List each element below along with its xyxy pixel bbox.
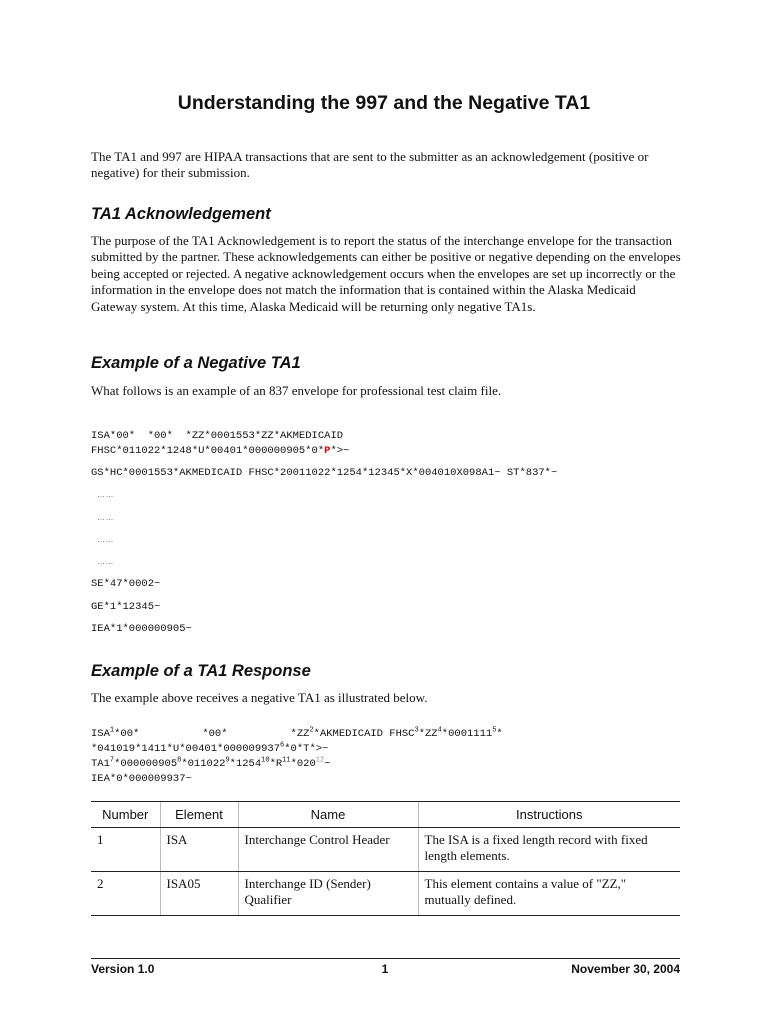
gs-st-segment: GS*HC*0001553*AKMEDICAID FHSC*20011022*1254*12345*X*004010X098A1~ ST*837*~ xyxy=(91,467,558,479)
footer-version: Version 1.0 xyxy=(91,962,155,976)
header-name: Name xyxy=(238,802,418,828)
ta1-response-code: ISA$^1$*00* *00* $*ZZ^2*AKMEDICAID$ $FHSC^3*ZZ^4*0001111^5*$ $*041019*1411*U*00401*000009937^6*0*T*>\sim$ $TA1^7*000000905^8*011022^9*1254^{10}*R^{11}*020^{12}\sim$ IEA*0*000009937~ xyxy=(91,726,503,785)
cell-instructions: The ISA is a fixed length record with fixed length elements. xyxy=(418,828,680,872)
page-title: Understanding the 997 and the Negative TA1 xyxy=(177,92,591,114)
intro-paragraph: The TA1 and 997 are HIPAA transactions that are sent to the submitter as an acknowledgement (positive or negative) for their submission. xyxy=(91,149,649,181)
cell-instructions: This element contains a value of "ZZ," mutually defined. xyxy=(418,871,680,915)
table-row xyxy=(91,828,680,872)
se-segment: SE*47*0002~ xyxy=(91,578,161,590)
header-number: Number xyxy=(91,802,160,828)
header-element: Element xyxy=(160,802,238,828)
footer-date: November 30, 2004 xyxy=(571,962,680,976)
iea-segment: IEA*1*000000905~ xyxy=(91,623,192,635)
isa-line-2-post: *>~ xyxy=(330,445,350,457)
header-instructions: Instructions xyxy=(418,802,680,828)
section-heading-ta1-acknowledgement: TA1 Acknowledgement xyxy=(91,205,271,223)
negative-ta1-paragraph: What follows is an example of an 837 envelope for professional test claim file. xyxy=(91,383,502,398)
ge-segment: GE*1*12345~ xyxy=(91,601,161,613)
ta1-response-paragraph: The example above receives a negative TA1 as illustrated below. xyxy=(91,690,428,705)
cell-name: Interchange Control Header xyxy=(238,828,418,872)
envelope-isa-segment xyxy=(91,429,349,459)
ellipsis-3: …… xyxy=(97,535,114,544)
cell-number: 1 xyxy=(91,828,160,872)
ta1-acknowledgement-paragraph: The purpose of the TA1 Acknowledgement is to report the status of the interchange envelope for the transaction submitted by the partner. These acknowledgements can either be positive or negative depending on the envelopes being accepted or rejected. A negative acknowledgement occurs when the envelopes are set up incorrectly or the information in the envelope does not match the information that is contained within the Alaska Medicaid Gateway system. At this time, Alaska Medicaid will be returning only negative TA1s. xyxy=(91,233,681,314)
cell-number: 2 xyxy=(91,871,160,915)
cell-element: ISA05 xyxy=(160,871,238,915)
isa-line-2-pre: FHSC*011022*1248*U*00401*000000905*0* xyxy=(91,445,325,457)
section-heading-negative-ta1: Example of a Negative TA1 xyxy=(91,354,301,372)
table-header-row xyxy=(91,802,680,828)
table-row xyxy=(91,871,680,915)
footer-page-number: 1 xyxy=(381,962,389,976)
ellipsis-2: …… xyxy=(97,513,114,522)
ellipsis-4: …… xyxy=(97,557,114,566)
isa-usage-indicator: P xyxy=(324,445,331,457)
isa-line-1: ISA*00* *00* *ZZ*0001553*ZZ*AKMEDICAID xyxy=(91,430,344,442)
cell-element: ISA xyxy=(160,828,238,872)
ellipsis-1: …… xyxy=(97,490,114,499)
element-table xyxy=(91,801,680,916)
cell-name: Interchange ID (Sender) Qualifier xyxy=(238,871,418,915)
section-heading-ta1-response: Example of a TA1 Response xyxy=(91,662,311,680)
footer-divider xyxy=(91,958,680,959)
